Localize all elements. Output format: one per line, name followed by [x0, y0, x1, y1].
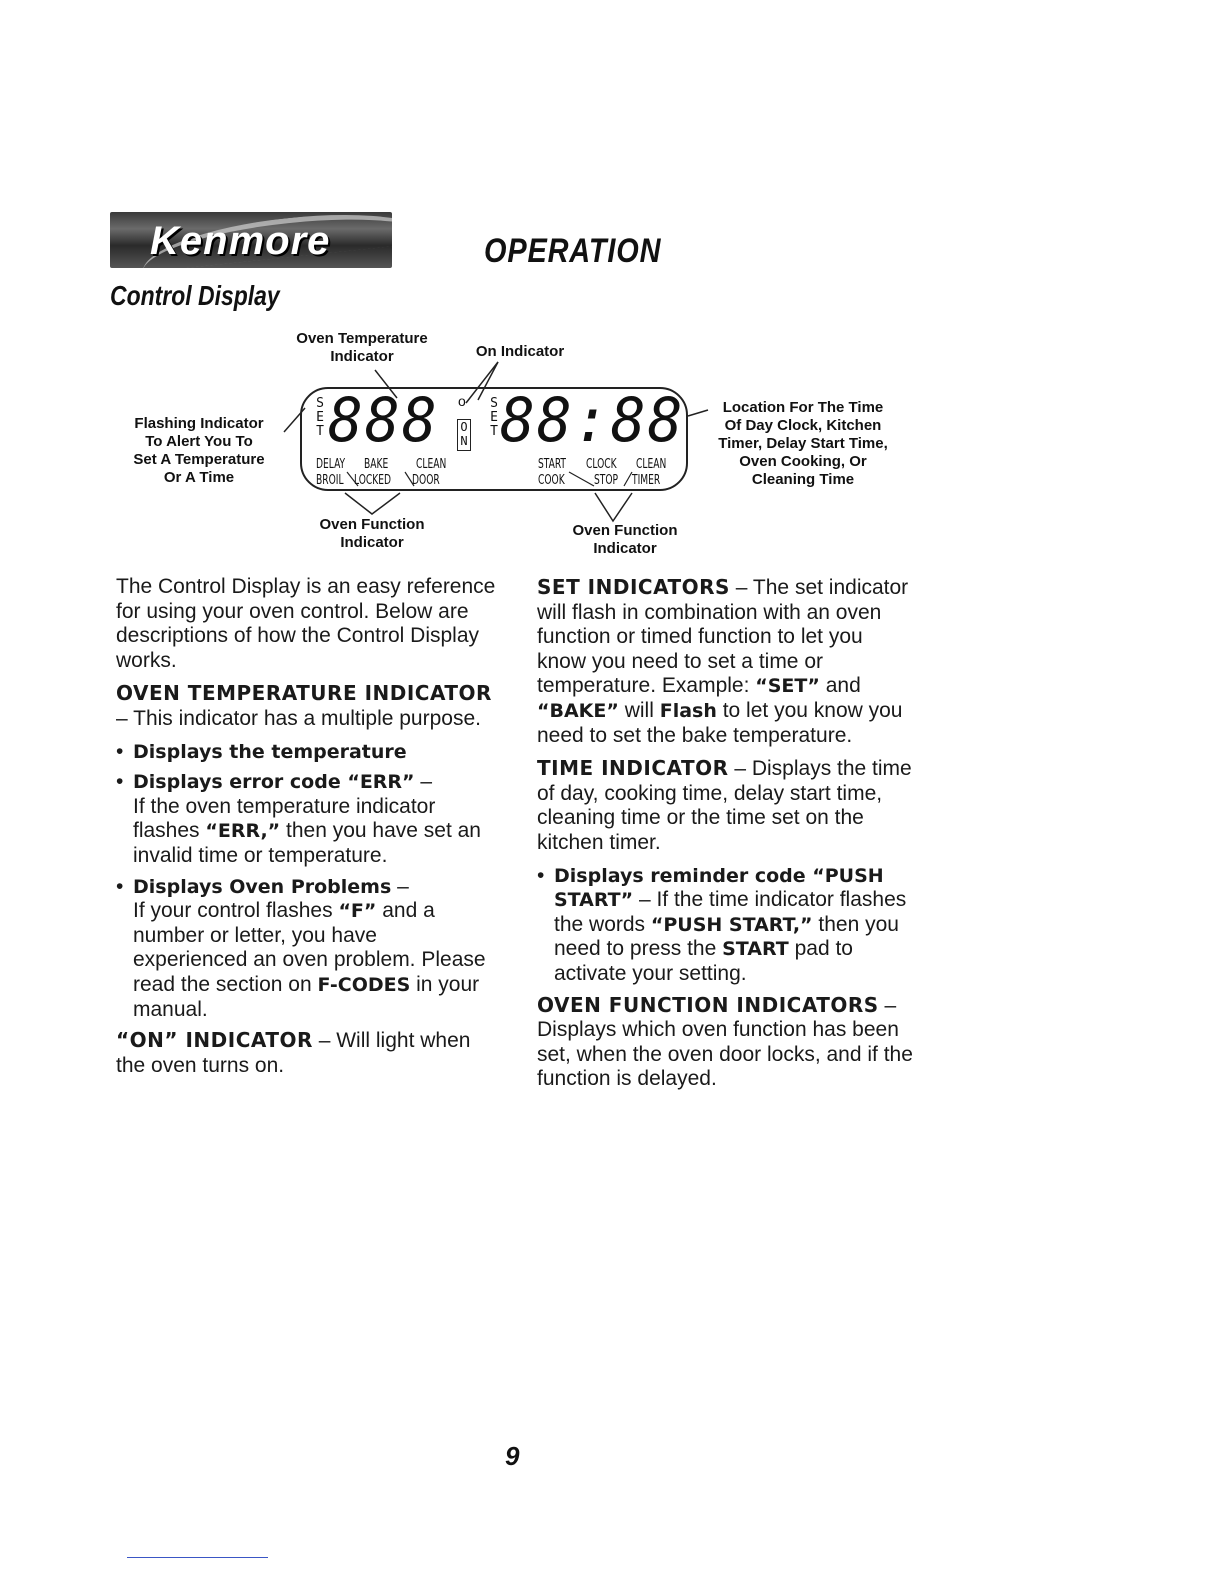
lcd-word-clock: CLOCK: [586, 457, 617, 472]
lcd-word-bake: BAKE: [364, 457, 389, 472]
lcd-word-broil: BROIL: [316, 473, 344, 488]
oven-temperature-indicator-paragraph: OVEN TEMPERATURE INDICATOR – This indicator has a multiple purpose.: [116, 681, 492, 730]
oven-function-indicators-paragraph: OVEN FUNCTION INDICATORS – Displays which oven function has been set, when the oven door locks, and if the function is delayed.: [537, 992, 913, 1091]
heading-oven-temperature-indicator: OVEN TEMPERATURE INDICATOR: [116, 681, 492, 706]
lcd-display-panel: [300, 384, 688, 491]
label-oven-function-left: Oven Function Indicator: [319, 516, 425, 551]
lcd-word-timer: TIMER: [632, 473, 661, 488]
lcd-word-stop: STOP: [594, 473, 619, 488]
lcd-dividers: [302, 384, 690, 493]
time-indicator-paragraph: TIME INDICATOR – Displays the time of day, cooking time, delay start time, cleaning time or the time set on the kitchen timer.: [537, 756, 912, 854]
intro-paragraph: The Control Display is an easy reference for using your oven control. Below are descriptions of how the Control Display works.: [116, 575, 496, 672]
on-indicator-box: O N: [457, 419, 471, 451]
degree-symbol: o: [458, 393, 466, 409]
temperature-digits: 888: [328, 384, 439, 456]
lcd-word-door: DOOR: [412, 473, 440, 488]
section-title: Control Display: [110, 280, 280, 311]
set-indicators-paragraph: SET INDICATORS – The set indicator will flash in combination with an oven function or timed function to let you know you need to set a time or temperature. Example: “SET” and “BAKE” will Flash to let you know you need to set the bake temperature.: [537, 575, 909, 747]
pointer-function-right: [595, 493, 632, 521]
lcd-word-cook: COOK: [538, 473, 565, 488]
label-oven-function-right: Oven Function Indicator: [572, 522, 678, 557]
time-digits: 88:88: [500, 384, 685, 456]
footer-rule: [127, 1557, 268, 1558]
lcd-word-locked: LOCKED: [354, 473, 392, 488]
label-oven-temperature: Oven Temperature Indicator: [296, 330, 428, 365]
pointer-location: [688, 410, 708, 416]
right-column: [537, 575, 917, 1100]
lcd-word-start: START: [538, 457, 566, 472]
page-title: OPERATION: [484, 232, 662, 270]
label-time-location: Location For The Time Of Day Clock, Kitchen Timer, Delay Start Time, Oven Cooking, Or Cleaning Time: [718, 399, 888, 488]
bullet-oven-problems: • Displays Oven Problems – If your control flashes “F” and a number or letter, you have experienced an oven problem. Please read the section on F-CODES in your manual.: [116, 874, 486, 1021]
lcd-word-clean-left: CLEAN: [416, 457, 447, 472]
set-indicator-right: S E T: [490, 396, 498, 439]
logo-text: Kenmore: [150, 219, 331, 263]
left-column: [116, 575, 496, 1086]
label-flashing-indicator: Flashing Indicator To Alert You To Set A Temperature Or A Time: [133, 415, 265, 486]
label-on-indicator: On Indicator: [475, 343, 565, 360]
lcd-word-clean-right: CLEAN: [636, 457, 667, 472]
bullet-reminder-code: • Displays reminder code “PUSH START” – If the time indicator flashes the words “PUSH START,” then you need to press the START pad to activate your setting.: [537, 863, 907, 985]
bullet-displays-temperature: • Displays the temperature: [116, 739, 407, 763]
pointer-function-left: [345, 493, 400, 514]
bullet-error-code: • Displays error code “ERR” – If the oven temperature indicator flashes “ERR,” then you have set an invalid time or temperature.: [116, 770, 481, 867]
set-indicator-left: S E T: [316, 396, 324, 439]
page-number: 9: [505, 1441, 520, 1471]
lcd-word-delay: DELAY: [316, 457, 346, 472]
on-indicator-paragraph: “ON” INDICATOR – Will light when the oven turns on.: [116, 1028, 471, 1077]
